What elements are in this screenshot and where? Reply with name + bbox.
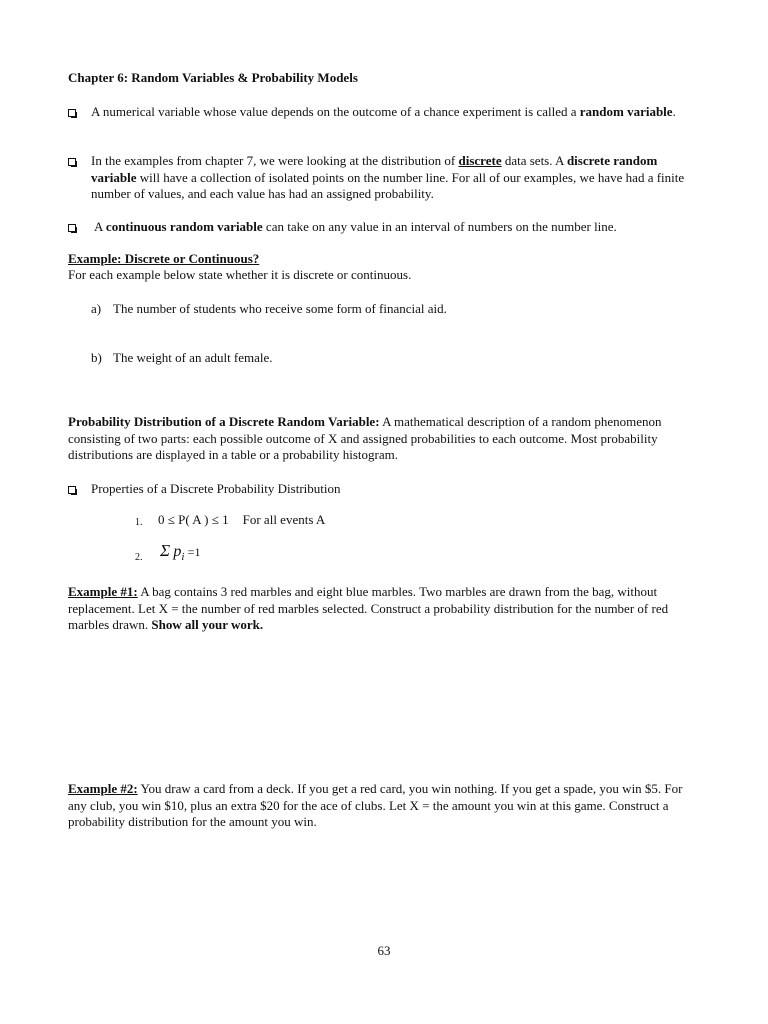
example-discrete-continuous-heading: Example: Discrete or Continuous? bbox=[68, 251, 260, 266]
bullet-continuous-random-variable: A continuous random variable can take on any value in an interval of numbers on the number line. bbox=[94, 219, 617, 234]
example-item-a: a) The number of students who receive some form of financial aid. bbox=[91, 301, 447, 316]
example-1: Example #1: A bag contains 3 red marbles and eight blue marbles. Two marbles are drawn from the bag, without replacement. Let X = the number of red marbles selected. Construct a probability distribution for the number of red marbles drawn. Show all your work. bbox=[68, 584, 669, 632]
bullet-random-variable: A numerical variable whose value depends on the outcome of a chance experiment is called a random variable. bbox=[91, 104, 676, 119]
chapter-title: Chapter 6: Random Variables & Probability Models bbox=[68, 70, 358, 85]
probability-distribution-definition: Probability Distribution of a Discrete Random Variable: A mathematical description of a random phenomenon consisting of two parts: each possible outcome of X and assigned probabilities to each outcome. Most probability distributions are displayed in a table or a probability histogram. bbox=[68, 414, 662, 462]
property-number: 2. bbox=[135, 552, 143, 563]
property-number: 1. bbox=[135, 517, 143, 528]
page-number: 63 bbox=[377, 943, 391, 958]
properties-heading: Properties of a Discrete Probability Distribution bbox=[91, 481, 341, 496]
bullet-discrete-random-variable: In the examples from chapter 7, we were looking at the distribution of discrete data sets. A discrete random variable will have a collection of isolated points on the number line. For all of our examples, we have had a finite number of values, and each value has had an assigned probability. bbox=[91, 153, 685, 201]
example-item-b: b) The weight of an adult female. bbox=[91, 350, 273, 365]
property-formula-1: 0 ≤ P( A ) ≤ 1 For all events A bbox=[158, 512, 326, 527]
checkbox-bullet-icon bbox=[68, 158, 76, 166]
property-formula-2: Σ $p_i =1$ bbox=[160, 541, 201, 564]
checkbox-bullet-icon bbox=[68, 486, 76, 494]
checkbox-bullet-icon bbox=[68, 109, 76, 117]
example-2: Example #2: You draw a card from a deck. If you get a red card, you win nothing. If you get a spade, you win $5. For any club, you win $10, plus an extra $20 for the ace of clubs. Let X = the amount you win at this game. Construct a probability distribution for the amount you win. bbox=[68, 781, 683, 829]
example-discrete-continuous-instruction: For each example below state whether it is discrete or continuous. bbox=[68, 267, 412, 282]
checkbox-bullet-icon bbox=[68, 224, 76, 232]
